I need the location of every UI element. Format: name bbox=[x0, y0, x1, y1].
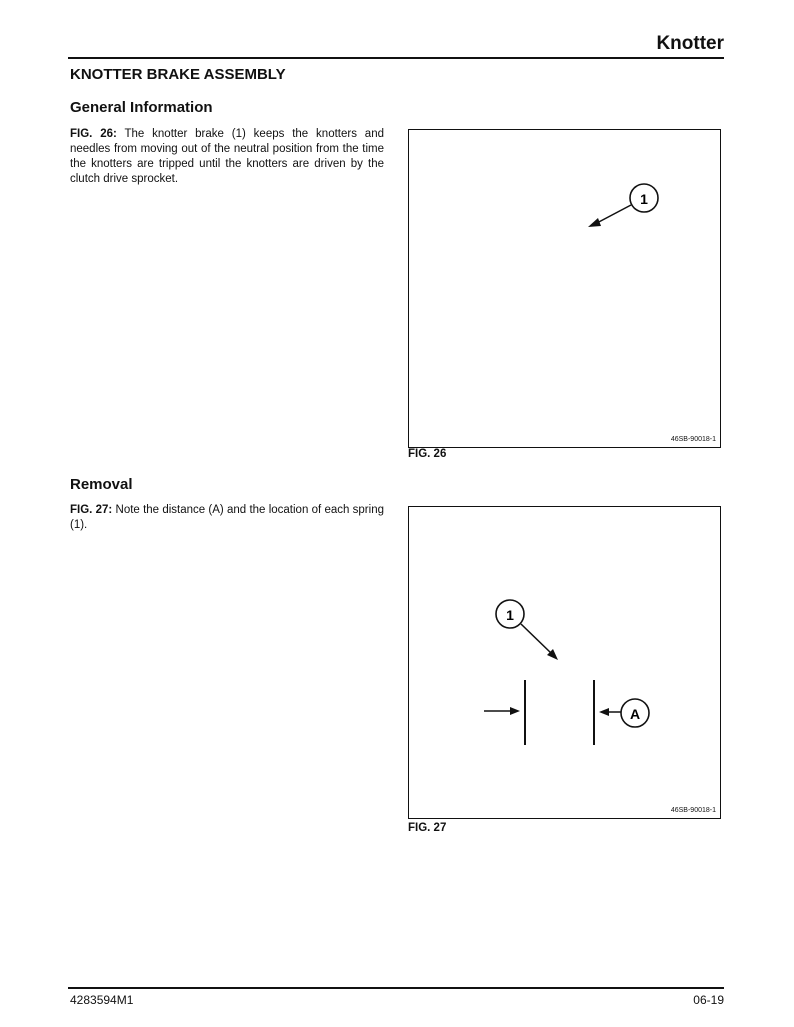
page-header-title: Knotter bbox=[656, 33, 724, 54]
removal-text bbox=[70, 503, 384, 533]
fig27-leader-line-1 bbox=[521, 624, 552, 654]
fig26-leader-line bbox=[595, 205, 631, 224]
figure-26-illustration bbox=[409, 130, 722, 449]
figure-26-caption: FIG. 26 bbox=[408, 448, 447, 460]
fig26-callout-label: 1 bbox=[640, 191, 648, 207]
removal-heading: Removal bbox=[70, 476, 133, 493]
general-information-text bbox=[70, 127, 384, 187]
removal-body: Note the distance (A) and the location of each spring (1). bbox=[70, 504, 384, 531]
fig27-callout-1-label: 1 bbox=[506, 607, 514, 623]
fig26-arrowhead bbox=[588, 218, 601, 227]
header-rule bbox=[68, 57, 724, 59]
fig27-callout-a-label: A bbox=[629, 706, 641, 722]
figure-26 bbox=[408, 129, 721, 448]
section-title: KNOTTER BRAKE ASSEMBLY bbox=[70, 66, 286, 83]
general-information-heading: General Information bbox=[70, 99, 213, 116]
figure-27-illustration bbox=[409, 507, 722, 820]
fig27-dimension-arrowhead-left bbox=[510, 707, 520, 715]
fig27-reference: FIG. 27: bbox=[70, 504, 113, 516]
footer-part-number: 4283594M1 bbox=[70, 993, 134, 1007]
figure-27 bbox=[408, 506, 721, 819]
general-information-body: The knotter brake (1) keeps the knotters and needles from moving out of the neutral position from the time the knotters are tripped until the knotters are driven by the clutch drive sprocket. bbox=[70, 128, 384, 185]
fig26-reference: FIG. 26: bbox=[70, 128, 117, 140]
footer-page-number: 06-19 bbox=[693, 993, 724, 1007]
figure-26-code: 46SB-90018-1 bbox=[670, 436, 716, 443]
footer-rule bbox=[68, 987, 724, 989]
fig27-dimension-arrowhead-right bbox=[599, 708, 609, 716]
figure-27-caption: FIG. 27 bbox=[408, 822, 447, 834]
figure-27-code: 46SB-90018-1 bbox=[670, 807, 716, 814]
